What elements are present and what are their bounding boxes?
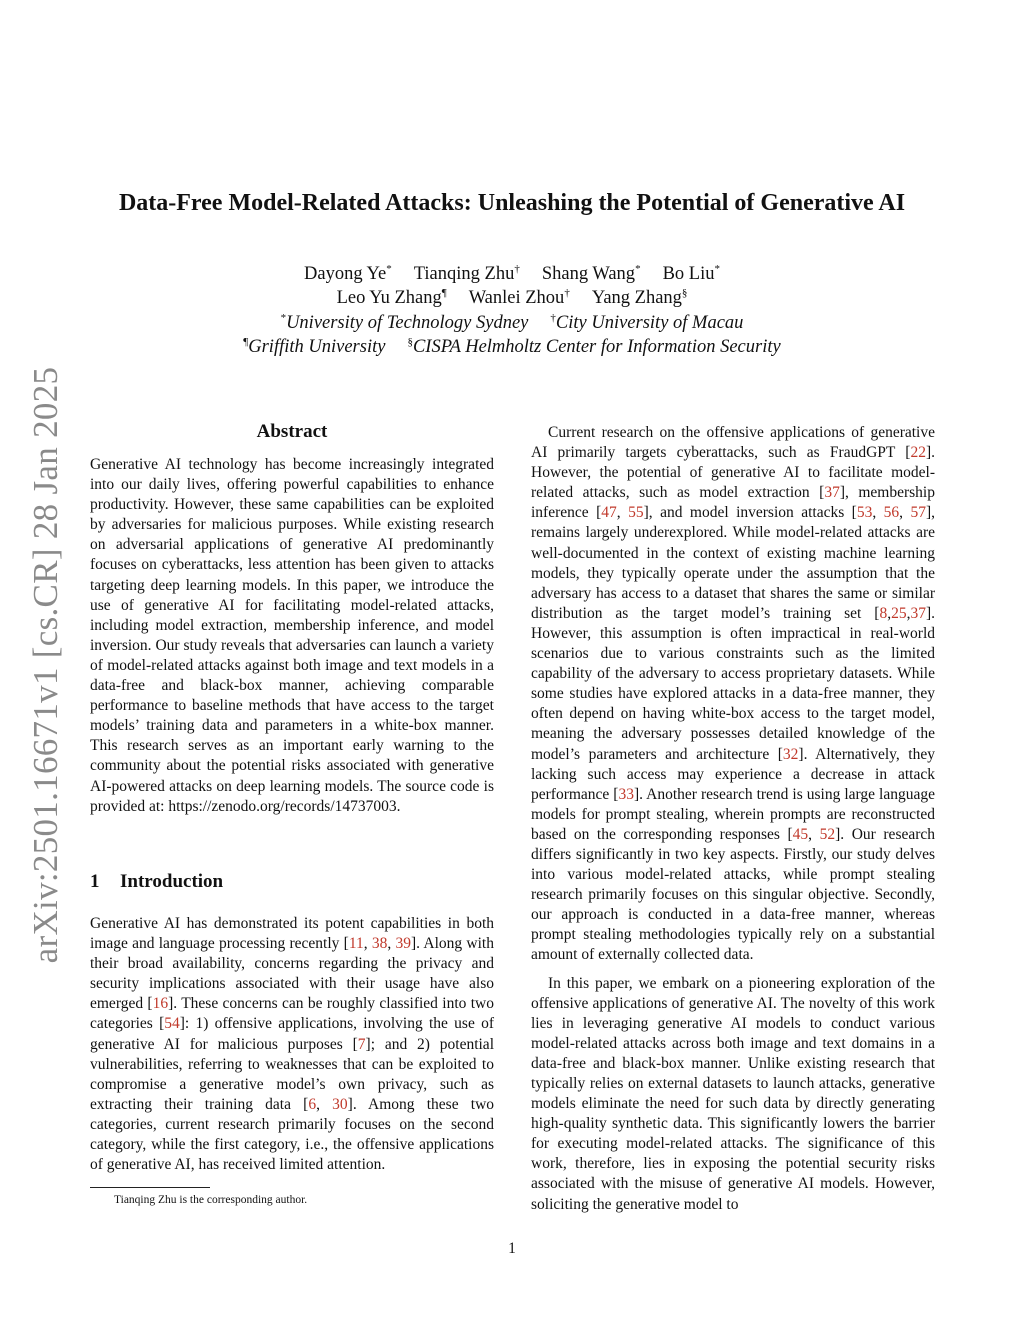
abstract-text: Generative AI technology has become increasingly integrated into our daily lives, offering powerful capabilities to enhance productivity. However, these same capabilities can be exploited by adversaries for malicious purposes. While existing research on adversarial applications of generative AI predominantly focuses on cyberattacks, less attention has been given to attacks targeting deep learning models. In this paper, we introduce the use of generative AI for facilitating model-related attacks, including model extraction, membership inference, and model inversion. Our study reveals that adversaries can launch a variety of model-related attacks against both image and text models in a data-free and black-box manner, achieving comparable performance to baseline methods that have access to the target models’ training data and parameters in a white-box manner. This research serves as an important early warning to the community about the potential risks associated with generative AI-powered attacks on deep learning models. The source code is provided at: https://zenodo.org/records/14737003. <box>90 456 494 815</box>
author: Wanlei Zhou† <box>468 286 570 308</box>
author: Dayong Ye* <box>304 262 392 284</box>
affiliation: §CISPA Helmholtz Center for Information Security <box>407 335 781 357</box>
intro-column-left <box>90 914 494 1175</box>
authors-line-2 <box>90 288 934 309</box>
citation-link[interactable]: 8 <box>879 604 888 622</box>
affiliation-mark: † <box>550 311 556 324</box>
abstract-heading: Abstract <box>256 421 328 442</box>
footnote-rule <box>90 1187 210 1188</box>
citation-link[interactable]: 47 <box>601 504 617 522</box>
authors-line-1 <box>90 264 934 285</box>
author-mark: * <box>386 262 392 275</box>
citation-link[interactable]: 30 <box>332 1095 348 1113</box>
author-mark: * <box>714 262 720 275</box>
citation-link[interactable]: 38 <box>371 935 388 953</box>
affiliation-mark: ¶ <box>243 335 249 348</box>
right-paragraph-1: Current research on the offensive applications of generative AI primarily targets cyberattacks, such as FraudGPT [22]. However, the potential of generative AI to facilitate model-related attacks, such as model extraction [37], membership inference [47, 55], and model inversion attacks [53, 56, 57], remains largely underexplored. While model-related attacks are well-documented in the context of existing machine learning models, they typically operate under the assumption that the adversary has access to a dataset that shares the same or similar distribution as the target model’s training set [8,25,37]. However, this assumption is often impractical in real-world scenarios due to various constraints such as the limited capability of the adversary to access proprietary datasets. While some studies have explored attacks in a data-free manner, they often depend on having white-box access to the target model, meaning the adversary possesses detailed knowledge of the model’s parameters and architecture [32]. Alternatively, they lacking such access may experience a decrease in attack performance [33]. Another research trend is using large language models for prompt stealing, wherein prompts are reconstructed based on the corresponding responses [45, 52]. Our research differs significantly in two key aspects. Firstly, our study delves into various model-related attacks, while prompt stealing research primarily focuses on this singular objective. Secondly, our approach is conducted in a data-free manner, whereas prompt stealing methodologies typically rely on a substantial amount of externally collected data. <box>531 424 936 964</box>
citation-link[interactable]: 55 <box>628 504 644 522</box>
section-title: Introduction <box>120 871 224 892</box>
footnote: Tianqing Zhu is the corresponding author. <box>114 1194 308 1206</box>
right-paragraph-2: In this paper, we embark on a pioneering exploration of the offensive applications of generative AI. The novelty of this work lies in leveraging generative AI models to conduct various model-related attacks across both image and text domains in a data-free and black-box manner. Unlike existing research that typically relies on external datasets to launch attacks, generative models eliminate the need for such data by directly generating high-quality synthetic data. This significantly lowers the barrier for executing model-related attacks. The significance of this work, therefore, lies in exposing the potential security risks associated with the misuse of generative AI models. However, soliciting the generative model to <box>531 974 935 1213</box>
paper-title: Data-Free Model-Related Attacks: Unleashing the Potential of Generative AI <box>118 190 906 216</box>
affiliation-mark: * <box>280 311 287 324</box>
author-mark: § <box>681 286 688 299</box>
author: Shang Wang* <box>541 262 641 284</box>
citation-link[interactable]: 57 <box>910 504 926 522</box>
citation-link[interactable]: 6 <box>308 1095 317 1113</box>
affiliation: *University of Technology Sydney <box>280 311 529 333</box>
author: Bo Liu* <box>662 262 720 284</box>
citation-link[interactable]: 7 <box>357 1035 366 1053</box>
arxiv-id: arXiv:2501.16671v1 [cs.CR] 28 Jan 2025 <box>26 366 65 964</box>
author-mark: ¶ <box>441 286 447 299</box>
author-mark: † <box>564 286 570 299</box>
author-mark: † <box>514 262 520 275</box>
affiliations-line-1 <box>90 313 934 334</box>
section-number: 1 <box>90 871 100 892</box>
author: Yang Zhang§ <box>591 286 688 308</box>
citation-link[interactable]: 25 <box>891 604 907 622</box>
section-heading-introduction <box>90 871 223 893</box>
citation-link[interactable]: 32 <box>782 745 799 763</box>
citation-link[interactable]: 53 <box>856 504 873 522</box>
arxiv-watermark <box>4 366 88 964</box>
citation-link[interactable]: 56 <box>883 504 900 522</box>
intro-paragraph-1: Generative AI has demonstrated its potent capabilities in both image and language processing recently [11, 38, 39]. Along with their broad availability, concerns regarding the privacy and security implications associated with their usage have also emerged [16]. These concerns can be roughly classified into two categories [54]: 1) offensive applications, involving the use of generative AI for malicious purposes [7]; and 2) potential vulnerabilities, referring to weaknesses that can be exploited to compromise a generative model’s own privacy, such as extracting their training data [6, 30]. Among these two categories, current research primarily focuses on the second category, while the first category, i.e., the offensive applications of generative AI, has received limited attention. <box>90 915 495 1174</box>
author: Leo Yu Zhang¶ <box>336 286 447 308</box>
author: Tianqing Zhu† <box>413 262 520 284</box>
affiliation-mark: § <box>407 335 413 348</box>
affiliation: †City University of Macau <box>550 311 744 333</box>
citation-link[interactable]: 22 <box>910 444 926 462</box>
citation-link[interactable]: 11 <box>348 935 364 953</box>
page-number: 1 <box>508 1240 516 1257</box>
affiliations-line-2 <box>90 337 934 358</box>
author-mark: * <box>635 262 641 275</box>
citation-link[interactable]: 45 <box>792 825 809 843</box>
citation-link[interactable]: 16 <box>152 995 169 1013</box>
abstract-body <box>90 455 494 817</box>
affiliation: ¶Griffith University <box>243 335 386 357</box>
citation-link[interactable]: 33 <box>618 785 634 803</box>
citation-link[interactable]: 54 <box>164 1015 180 1033</box>
right-column <box>531 423 935 1215</box>
citation-link[interactable]: 39 <box>395 935 411 953</box>
citation-link[interactable]: 37 <box>824 484 840 502</box>
citation-link[interactable]: 52 <box>819 825 836 843</box>
citation-link[interactable]: 37 <box>910 604 926 622</box>
